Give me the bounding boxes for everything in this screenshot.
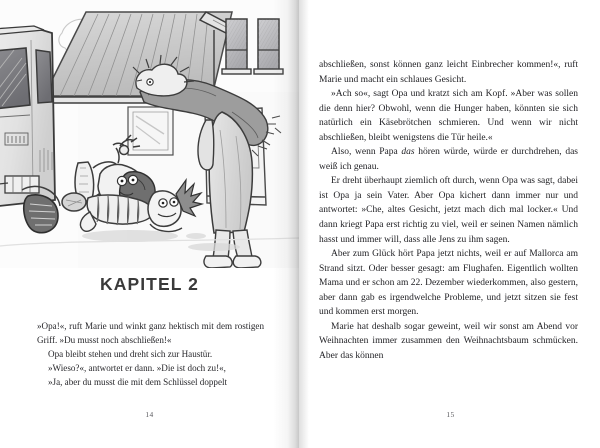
paragraph-with-emphasis (319, 145, 578, 174)
pencil-illustration-driveway (0, 0, 299, 268)
page-number-left: 14 (145, 410, 154, 419)
paragraph: »Ja, aber du musst die mit dem Schlüssel doppelt (48, 377, 228, 388)
camper-van (0, 26, 60, 233)
paragraph: »Wieso?«, antwortet er dann. »Die ist doch zu!«, (48, 363, 226, 374)
paragraph: »Ach so«, sagt Opa und kratzt sich am Kopf. »Aber was sollen die denn hier? Obwohl, wenn die Hunger haben, könnten sie sich natürlich ein Käsebrötchen schmieren. Und wenn wir nicht abschließen, bleibt wenigstens die Tür heile.« (319, 89, 578, 143)
left-page-body-text (37, 319, 264, 389)
wall-window-small (128, 107, 173, 155)
page-number-right: 15 (446, 410, 455, 419)
text-run: Also, wenn Papa (331, 147, 402, 158)
paragraph: »Opa!«, ruft Marie und winkt ganz hektisch mit dem rostigen Griff. »Du musst noch abschließen!« (37, 321, 264, 346)
text-run: hören würde, würde er durchdrehen, das weiß ich genau. (319, 147, 578, 172)
emphasized-word: das (401, 147, 415, 158)
paragraph: Er dreht überhaupt ziemlich oft durch, wenn Opa was sagt, dabei ist Opa ja sein Vater. Aber Opa kichert dann immer nur und antwortet: »Che, altes Gesicht, jetzt mach dich mal locker.« Und dann kriegt Papa erst richtig zu viel, weil er seinen Namen nämlich hasst und immer will, dass alle Jens zu ihm sagen. (319, 176, 578, 245)
paragraph: Marie hat deshalb sogar geweint, weil wir sonst am Abend vor Weihnachten immer zusammen den Weihnachtsbaum schmücken. Aber das können (319, 321, 578, 361)
paragraph: Aber zum Glück hört Papa jetzt nichts, weil er auf Mallorca am Strand sitzt. Oder besser gesagt: am Flughafen. Eigentlich wollten Mama und er schon am 22. Dezember wiederkommen, also gestern, aber dann gab es irgendwelche Probleme, und jetzt sitzen sie fest und kommen erst morgen. (319, 249, 578, 318)
left-page (0, 0, 299, 448)
right-page-body-text (319, 58, 578, 363)
chapter-heading: KAPITEL 2 (99, 274, 200, 294)
window-left (222, 19, 251, 74)
paragraph: Opa bleibt stehen und dreht sich zur Haustür. (48, 349, 213, 360)
paragraph: abschließen, sonst können ganz leicht Einbrecher kommen!«, ruft Marie und macht ein schlaues Gesicht. (319, 60, 578, 85)
window-right (254, 19, 283, 74)
right-page (299, 0, 600, 448)
